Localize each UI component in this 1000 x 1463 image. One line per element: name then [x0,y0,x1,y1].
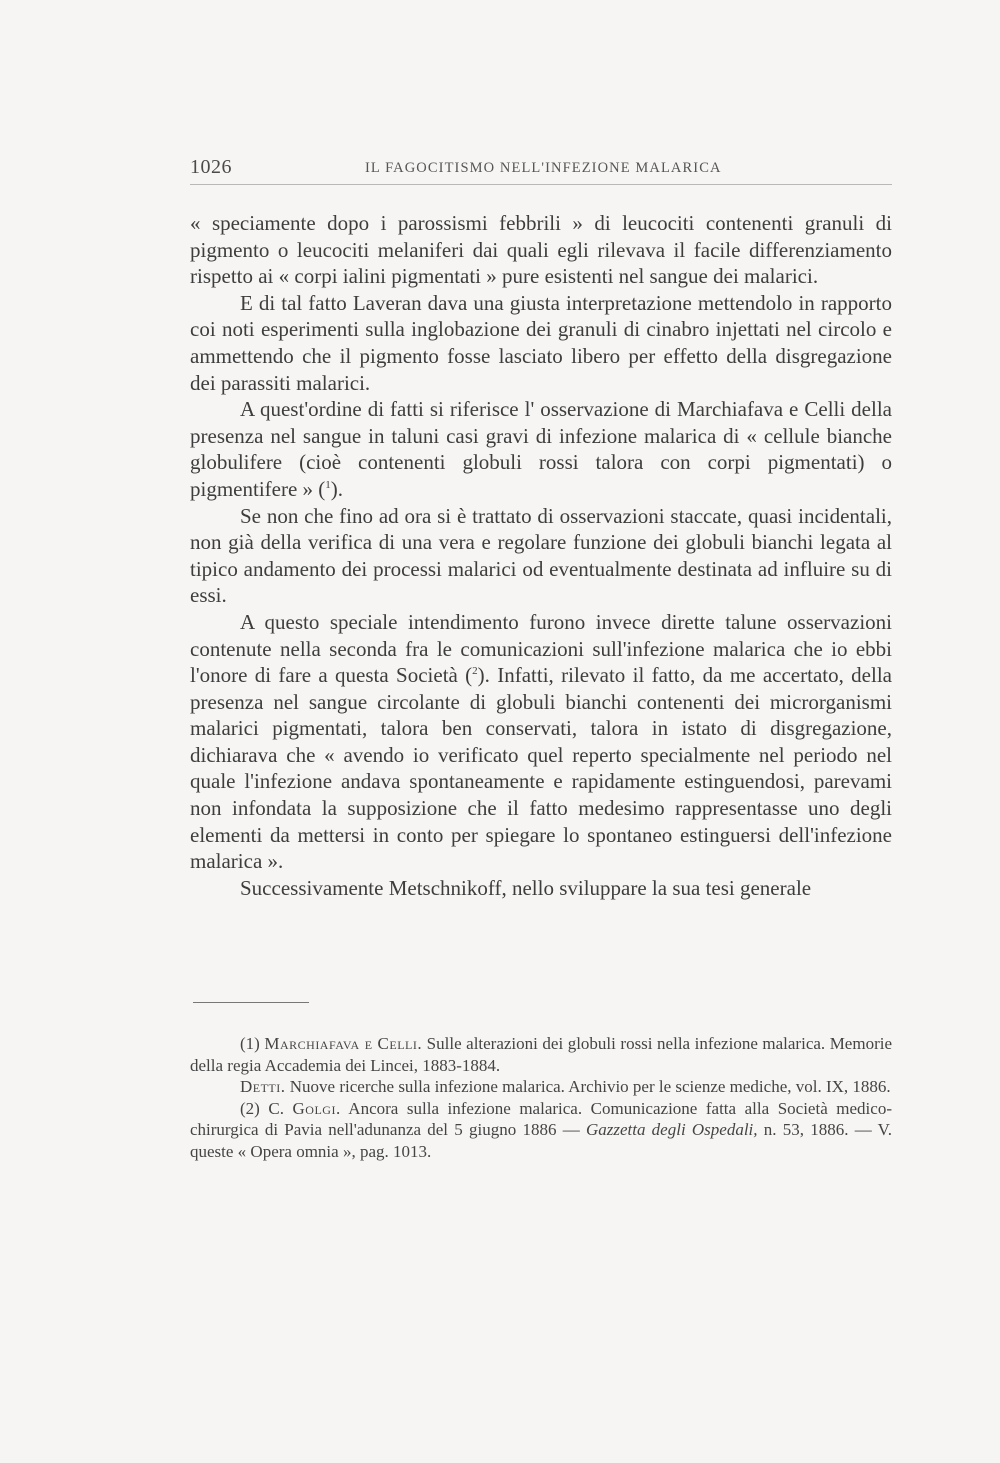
footnote-2-end: n. 53, 1886. — V. queste « Opera omnia », pag. 1013. [190,1120,892,1161]
footnote-1-mark: (1) [240,1034,260,1053]
paragraph-4: Se non che fino ad ora si è trattato di osservazioni staccate, quasi incidentali, non già della verifica di una vera e regolare funzione dei globuli bianchi legata al tipico andamento dei processi malarici od eventualmente destinata ad influire su di essi. [190,503,892,608]
footnote-ref-1[interactable]: 1 [325,478,331,491]
paragraph-3 [190,396,892,502]
running-title: IL FAGOCITISMO NELL'INFEZIONE MALARICA [365,160,722,176]
footnote-1 [190,1033,892,1076]
paragraph-1: « speciamente dopo i parossismi febbrili » di leucociti contenenti granuli di pigmento o leucociti melaniferi dai quali egli rilevava il facile differenziamento rispetto ai « corpi ialini pigmentati » pure esistenti nel sangue dei malarici. [190,211,892,289]
footnote-2-author: Golgi. [292,1098,341,1118]
page-number: 1026 [190,156,232,178]
footnote-2-text: Ancora sulla infezione malarica. Comunicazione fatta alla Società medico-chirurgica di Pavia nell'adunanza del 5 giugno 1886 — [190,1098,892,1139]
footnote-1-text: Sulle alterazioni dei globuli rossi nella infezione malarica. Memorie della regia Accademia dei Lincei, 1883-1884. [190,1034,893,1075]
footnote-separator [193,1002,309,1003]
footnotes [190,1033,892,1162]
footnote-2 [190,1098,892,1163]
paragraph-5 [190,609,892,875]
running-head [190,156,892,185]
body-text [190,210,892,901]
footnote-1-author: Marchiafava e Celli. [264,1034,423,1053]
footnote-2-journal: Gazzetta degli Ospedali, [585,1120,758,1139]
paragraph-6: Successivamente Metschnikoff, nello sviluppare la sua tesi generale [240,875,812,900]
paragraph-5-text: A questo speciale intendimento furono invece dirette talune osservazioni contenute nella seconda fra le comunicazioni sull'infezione malarica che io ebbi l'onore di fare a questa Società ( [190,609,892,688]
footnote-2-mark: (2) [240,1098,260,1118]
footnote-ref-2[interactable]: 2 [472,665,478,678]
paragraph-3-end: ). [330,476,344,501]
paragraph-3-text: A quest'ordine di fatti si riferisce l' osservazione di Marchiafava e Celli della presenza nel sangue in taluni casi gravi di infezione malarica di « cellule bianche globulifere (cioè contenenti globuli rossi talora con corpi pigmentati) o pigmentifere » ( [190,397,892,501]
footnote-2-prefix: C. [259,1098,293,1118]
paragraph-5-end: ). Infatti, rilevato il fatto, da me accertato, della presenza nel sangue circolante di globuli bianchi contenenti dei microrganismi malarici pigmentati, talora ben conservati, talora in istato di disgregazione, dichiarava che « avendo io verificato quel reperto specialmente nel periodo nel quale l'infezione andava spontaneamente e rapidamente estinguendosi, parevami non infondata la supposizione che il fatto medesimo rappresentasse uno degli elementi da mettersi in conto per spiegare lo spontaneo estinguersi dell'infezione malarica ». [190,663,892,874]
footnote-1b [190,1076,892,1098]
footnote-1b-text: Nuove ricerche sulla infezione malarica. Archivio per le scienze mediche, vol. IX, 1886. [285,1077,891,1096]
footnote-1b-author: Detti. [240,1077,286,1096]
paragraph-2: E di tal fatto Laveran dava una giusta interpretazione mettendolo in rapporto coi noti esperimenti sulla inglobazione dei granuli di cinabro injettati nel circolo e ammettendo che il pigmento fosse lasciato libero per effetto della disgregazione dei parassiti malarici. [190,290,892,395]
